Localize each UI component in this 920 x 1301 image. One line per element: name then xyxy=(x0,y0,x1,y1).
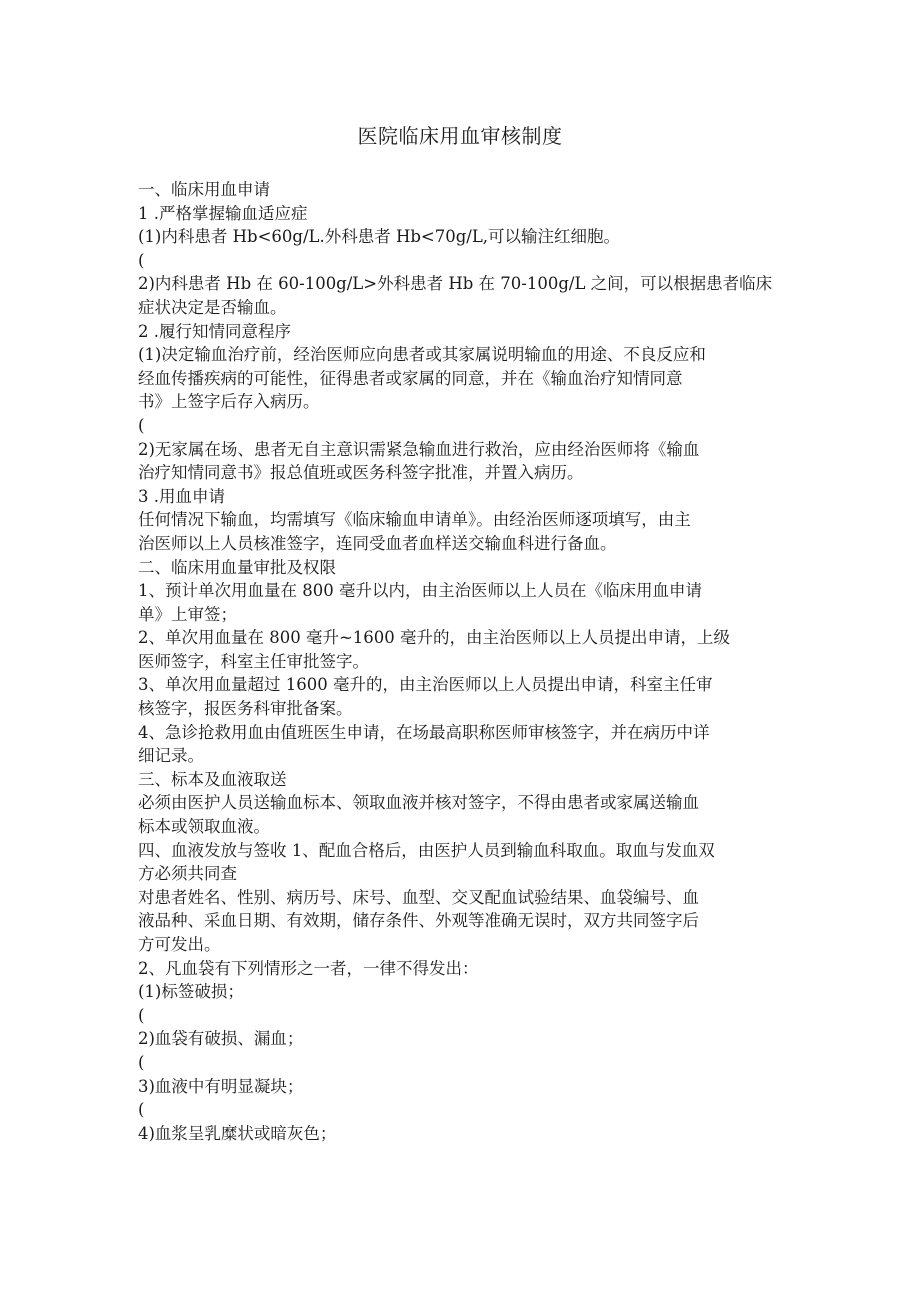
text-line: 2)无家属在场、患者无自主意识需紧急输血进行救治，应由经治医师将《输血 xyxy=(138,439,700,459)
text-line: (1)标签破损； xyxy=(138,982,244,1002)
text-line: 4、急诊抢救用血由值班医生申请，在场最高职称医师审核签字，并在病历中详 xyxy=(138,722,710,742)
text-line: 对患者姓名、性别、病历号、床号、血型、交叉配血试验结果、血袋编号、血 xyxy=(138,887,699,907)
text-line: 核签字，报医务科审批备案。 xyxy=(138,699,353,719)
text-line: 2)内科患者 Hb 在 60-100g/L>外科患者 Hb 在 70-100g/L 之间，可以根据患者临床 xyxy=(138,274,773,294)
text-line: 任何情况下输血，均需填写《临床输血申请单》。由经治医师逐项填写，由主 xyxy=(138,510,691,530)
text-line: 二、临床用血量审批及权限 xyxy=(138,557,336,577)
text-line: (1)决定输血治疗前，经治医师应向患者或其家属说明输血的用途、不良反应和 xyxy=(138,345,706,365)
text-line: 书》上签字后存入病历。 xyxy=(138,392,320,412)
text-line: 一、临床用血申请 xyxy=(138,180,270,199)
text-line: ( xyxy=(138,1005,145,1025)
text-line: 2 .履行知情同意程序 xyxy=(138,321,291,341)
text-line: 标本或领取血液。 xyxy=(138,817,270,837)
text-line: 经血传播疾病的可能性，征得患者或家属的同意，并在《输血治疗知情同意 xyxy=(138,368,683,388)
text-line: 治医师以上人员核准签字，连同受血者血样送交输血科进行备血。 xyxy=(138,533,617,553)
text-line: 2、凡血袋有下列情形之一者，一律不得发出： xyxy=(138,958,479,978)
text-line: 四、血液发放与签收 1、配血合格后，由医护人员到输血科取血。取血与发血双 xyxy=(138,840,715,860)
document-title: 医院临床用血审核制度 xyxy=(357,124,563,148)
text-line: 单》上审签； xyxy=(138,604,237,624)
text-line: ( xyxy=(138,1100,145,1120)
text-line: 三、标本及血液取送 xyxy=(138,769,287,789)
text-line: 治疗知情同意书》报总值班或医务科签字批准，并置入病历。 xyxy=(138,463,584,483)
text-line: 细记录。 xyxy=(138,746,204,766)
text-line: 方可发出。 xyxy=(138,935,221,954)
text-line: 1、预计单次用血量在 800 毫升以内，由主治医师以上人员在《临床用血申请 xyxy=(138,581,702,601)
text-line: 3 .用血申请 xyxy=(138,486,225,506)
text-line: 医师签字，科室主任审批签字。 xyxy=(138,651,369,671)
text-line: 4)血浆呈乳糜状或暗灰色； xyxy=(138,1123,337,1143)
text-line: 2)血袋有破损、漏血； xyxy=(138,1029,304,1049)
text-line: ( xyxy=(138,250,145,270)
text-line: 2、单次用血量在 800 毫升~1600 毫升的，由主治医师以上人员提出申请，上级 xyxy=(138,628,731,648)
text-line: 1 .严格掌握输血适应症 xyxy=(138,203,308,223)
text-line: (1)内科患者 Hb<60g/L.外科患者 Hb<70g/L,可以输注红细胞。 xyxy=(138,227,621,247)
text-line: ( xyxy=(138,1052,145,1072)
text-line: 液品种、采血日期、有效期，储存条件、外观等准确无误时，双方共同签字后 xyxy=(138,911,699,931)
text-line: 症状决定是否输血。 xyxy=(138,297,287,317)
text-line: 必须由医护人员送输血标本、领取血液并核对签字，不得由患者或家属送输血 xyxy=(138,793,699,813)
text-line: 方必须共同查 xyxy=(138,864,237,884)
text-line: 3)血液中有明显凝块； xyxy=(138,1076,304,1096)
document-body xyxy=(138,178,793,1145)
text-line: ( xyxy=(138,415,145,435)
text-line: 3、单次用血量超过 1600 毫升的，由主治医师以上人员提出申请，科室主任审 xyxy=(138,675,713,695)
